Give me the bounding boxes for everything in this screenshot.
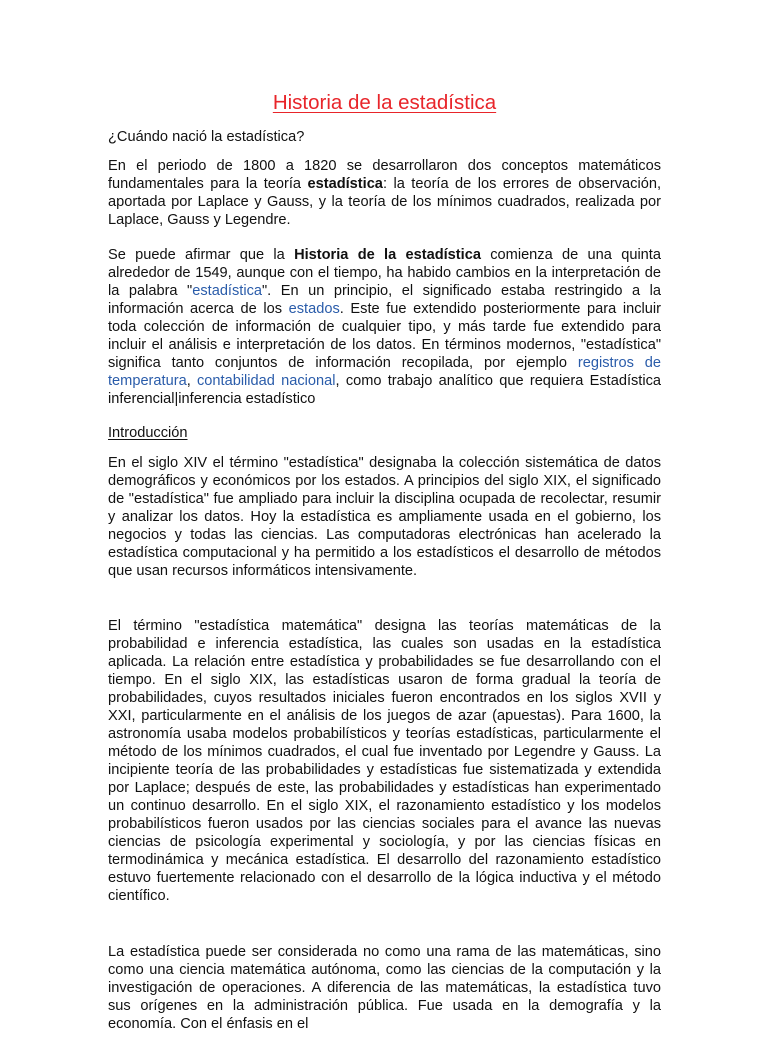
paragraph-2-text: ". En un principio, el significado estaba restringido a la información acerca de los (108, 283, 661, 317)
paragraph-1 (108, 157, 661, 229)
paragraph-4: El término "estadística matemática" designa las teorías matemáticas de la probabilidad e inferencia estadística, las cuales son usadas en la estadística aplicada. La relación entre estadística y probabilidades se fue desarrollando con el tiempo. En el siglo XIX, las estadísticas usaron de forma gradual la teoría de probabilidades, cuyos resultados iniciales fueron encontrados en los siglos XVII y XXI, particularmente en el análisis de los juegos de azar (apuestas). Para 1600, la astronomía usaba modelos probabilísticos y teorías estadísticas, particularmente el método de los mínimos cuadrados, el cual fue inventado por Legendre y Gauss. La incipiente teoría de las probabilidades y estadísticas fue sistematizada y extendida por Laplace; después de este, las probabilidades y estadísticas han experimentado un continuo desarrollo. En el siglo XIX, el razonamiento estadístico y los modelos probabilísticos fueron usados por las ciencias sociales para el avance las nuevas ciencias de psicología experimental y sociología, y por las ciencias físicas en termodinámica y mecánica estadística. El desarrollo del razonamiento estadístico estuvo fuertemente relacionado con el desarrollo de la lógica inductiva y el método científico. (108, 618, 661, 904)
bold-term: estadística (307, 176, 383, 192)
link-contabilidad-nacional[interactable]: contabilidad nacional (197, 373, 336, 389)
paragraph-1-text: : la teoría de los errores de observación, aportada por Laplace y Gauss, y la teoría de los mínimos cuadrados, realizada por Laplace, Gauss y Legendre. (108, 176, 661, 228)
paragraph-5: La estadística puede ser considerada no como una rama de las matemáticas, sino como una ciencia matemática autónoma, como las ciencias de la computación y la investigación de operaciones. A diferencia de las matemáticas, la estadística tuvo sus orígenes en la administración pública. Fue usada en la demografía y la economía. Con el énfasis en el (108, 944, 661, 1032)
paragraph-2-text: , (186, 373, 197, 389)
paragraph-2 (108, 246, 661, 408)
link-estados[interactable]: estados (288, 301, 340, 317)
question-line: ¿Cuándo nació la estadística? (108, 129, 305, 145)
document-title: Historia de la estadística (272, 91, 497, 114)
paragraph-2-text: Se puede afirmar que la (108, 247, 295, 263)
document-page (108, 88, 661, 1049)
paragraph-2-text: comienza de una quinta alrededor de 1549, aunque con el tiempo, ha habido cambios en la interpretación de la palabra " (108, 247, 661, 299)
link-estadistica[interactable]: estadística (192, 283, 262, 299)
section-heading-introduccion: Introducción (108, 425, 188, 441)
paragraph-2-text: , como trabajo analítico que requiera Estadística inferencial|inferencia estadístico (108, 373, 662, 407)
bold-term: Historia de la estadística (294, 247, 481, 263)
paragraph-1-text: En el periodo de 1800 a 1820 se desarrollaron dos conceptos matemáticos fundamentales para la teoría (108, 158, 661, 192)
paragraph-3: En el siglo XIV el término "estadística" designaba la colección sistemática de datos demográficos y económicos por los estados. A principios del siglo XIX, el significado de "estadística" fue ampliado para incluir la disciplina ocupada de recolectar, resumir y analizar los datos. Hoy la estadística es ampliamente usada en el gobierno, los negocios y todas las ciencias. Las computadoras electrónicas han acelerado la estadística computacional y ha permitido a los estadísticos el desarrollo de métodos que usan recursos informáticos intensivamente. (108, 455, 661, 579)
paragraph-2-text: . Este fue extendido posteriormente para incluir toda colección de información de cualquier tipo, y más tarde fue extendido para incluir el análisis e interpretación de los datos. En términos modernos, "estadística" significa tanto conjuntos de información recopilada, por ejemplo (108, 301, 661, 371)
link-registros-temperatura[interactable]: registros de temperatura (108, 355, 661, 389)
